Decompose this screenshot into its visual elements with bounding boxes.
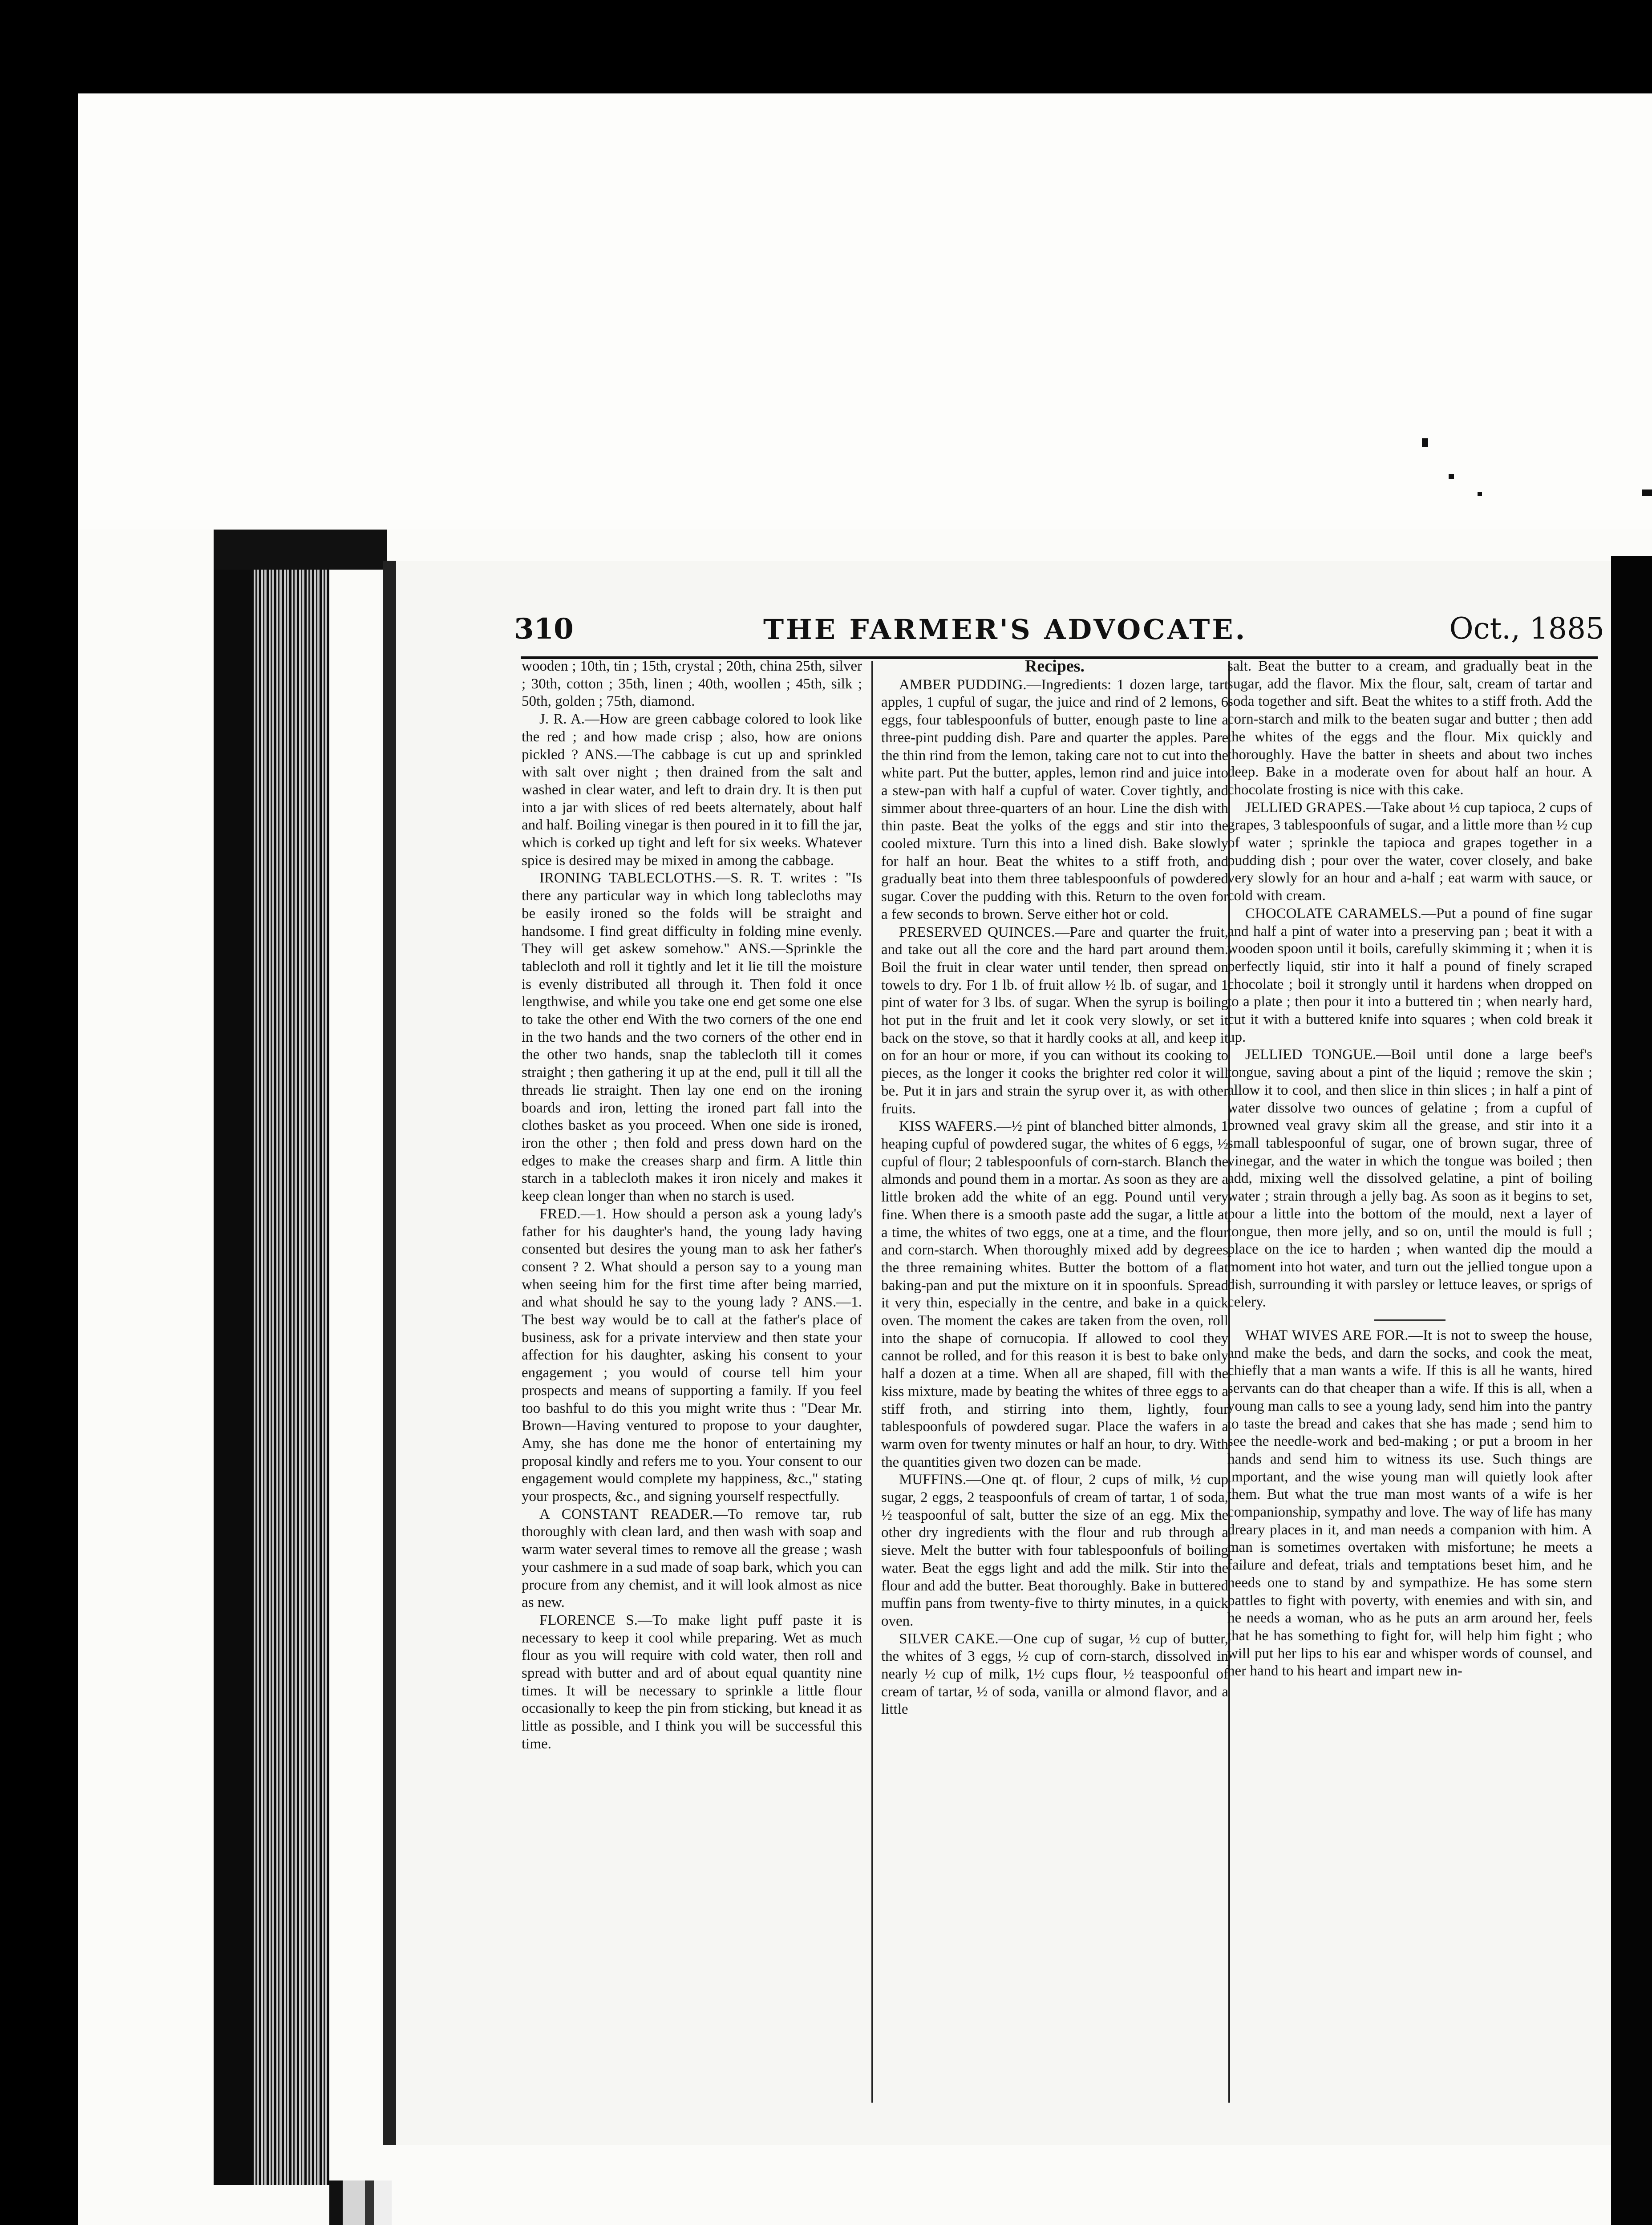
section-heading: Recipes. [1024,657,1085,676]
paragraph: WHAT WIVES ARE FOR.—It is not to sweep the house, and make the beds, and darn the socks, and cook the meat, chiefly that a man wants a wife. If this is all he wants, hired servants can do that cheaper than a wife. If this is all, when a young man calls to see a young lady, send him into the pantry to taste the bread and cakes that she has made ; send him to see the needle-work and bed-making ; or put a broom in her hands and send him to witness its use. Such things are important, and the wise young man will quietly look after them. But what the true man most wants of a wife is her companionship, sympathy and love. The way of life has many dreary places in it, and man needs a companion with him. A man is sometimes overtaken with misfortune; he meets a failure and defeat, trials and temptations beset him, and he needs one to stand by and sympathize. He has some stern battles to fight with poverty, with enemies and with sin, and he needs a woman, who as he puts an arm around her, feels that he has something to fight for, will help him fight ; who will put her lips to his ear and whisper words of counsel, and her hand to his heart and impart new in- [1227,1327,1592,1679]
film-frame-top [0,0,1652,91]
right-column [1227,658,1592,1680]
middle-column [881,658,1228,1719]
page-gutter-shadow [383,561,396,2145]
paragraph: JELLIED GRAPES.—Take about ½ cup tapioca, 2 cups of grapes, 3 tablespoonfuls of sugar, and a little more than ½ cup of water ; sprinkle the tapioca and grapes together in a pudding dish ; pour over the water, cover closely, and bake very slowly for an hour and a-half ; eat warm with sauce, or cold with cream. [1227,799,1592,904]
issue-date: Oct., 1885 [1449,611,1604,646]
paragraph: FRED.—1. How should a person ask a young lady's father for his daughter's hand, the young lady having consented but desires the young man to ask her father's consent ? 2. What should a person say to a young man when seeing him for the first time after being married, and what should he say to the young lady ? ANS.—1. The best way would be to call at the father's place of business, ask for a private interview and then state your affection for his daughter, asking his consent to your engagement ; you would of course tell him your prospects and means of supporting a family. If you feel too bashful to do this you might write thus : "Dear Mr. Brown—Having ventured to propose to your daughter, Amy, she has done me the honor of entertaining my proposal kindly and refers me to you. Your consent to our engagement would complete my happiness, &c.," stating your prospects, &c., and signing yourself respectfully. [522,1206,862,1505]
paragraph: A CONSTANT READER.—To remove tar, rub thoroughly with clean lard, and then wash with soap and warm water several times to remove all the grease ; wash your cashmere in a sud made of soap bark, which you can procure from any chemist, and it will look almost as nice as new. [522,1506,862,1611]
book-spine-bottom [329,2180,392,2225]
speck [1642,490,1652,496]
paragraph: J. R. A.—How are green cabbage colored to look like the red ; and how made crisp ; also, how are onions pickled ? ANS.—The cabbage is cut up and sprinkled with salt over night ; then drained from the salt and washed in clear water, and left to drain dry. It is then put into a jar with slices of red beets alternately, about half and half. Boiling vinegar is then poured in it to fill the jar, which is corked up tight and left for six weeks. Whatever spice is desired may be mixed in among the cabbage. [522,711,862,869]
blank-upper-area [76,93,1652,530]
left-column [522,658,862,1753]
paragraph: salt. Beat the butter to a cream, and gradually beat in the sugar, add the flavor. Mix the flour, salt, cream of tartar and soda together and sift. Beat the whites to a stiff froth. Add the corn-starch and milk to the beaten sugar and butter ; then add the whites of the eggs and the flour. Mix quickly and thoroughly. Have the batter in sheets and about two inches deep. Bake in a moderate oven for about half an hour. A chocolate frosting is nice with this cake. [1227,658,1592,798]
paragraph: JELLIED TONGUE.—Boil until done a large beef's tongue, saving about a pint of the liquid ; remove the skin ; allow it to cool, and then slice in thin slices ; in half a pint of water dissolve two ounces of gelatine ; from a cupful of browned veal gravy skim all the grease, and stir into it a small tablespoonful of sugar, one of brown sugar, three of vinegar, and the water in which the tongue was boiled ; then add, mixing well the dissolved gelatine, a pint of boiling water ; strain through a jelly bag. As soon as it begins to set, pour a little into the bottom of the mould, next a layer of tongue, then more jelly, and so on, until the mould is full ; place on the ice to harden ; when wanted dip the mould a moment into hot water, and turn out the jellied tongue upon a dish, surrounding it with parsley or lettuce leaves, or sprigs of celery. [1227,1047,1592,1311]
page-header [514,609,1604,653]
paragraph: KISS WAFERS.—½ pint of blanched bitter almonds, 1 heaping cupful of powdered sugar, the whites of 6 eggs, ½ cupful of flour; 2 tablespoonfuls of corn-starch. Blanch the almonds and pound them in a mortar. As soon as they are a little broken add the white of an egg. Pound until very fine. When there is a smooth paste add the sugar, a little at a time, the whites of two eggs, one at a time, and the flour and corn-starch. When thoroughly mixed add by degrees the three remaining whites. Butter the bottom of a flat baking-pan and put the mixture on it in spoonfuls. Spread it very thin, especially in the centre, and bake in a quick oven. The moment the cakes are taken from the oven, roll into the shape of cornucopia. If allowed to cool they cannot be rolled, and for this reason it is best to bake only half a dozen at a time. When all are shaped, fill with the kiss mixture, made by beating the whites of three eggs to a stiff froth, and stirring into them, lightly, four tablespoonfuls of powdered sugar. Place the wafers in a warm oven for twenty minutes or half an hour, to dry. With the quantities given two dozen can be made. [881,1118,1229,1470]
paragraph: CHOCOLATE CARAMELS.—Put a pound of fine sugar and half a pint of water into a preserving pan ; beat it with a wooden spoon until it boils, carefully skimming it ; when it is perfectly liquid, stir into it half a pound of finely scraped chocolate ; boil it strongly until it hardens when dropped on to a plate ; then pour it into a buttered tin ; when nearly hard, cut it with a buttered knife into squares ; when cold break it up. [1227,905,1592,1045]
paragraph: MUFFINS.—One qt. of flour, 2 cups of milk, ½ cup sugar, 2 eggs, 2 teaspoonfuls of cream of tartar, 1 of soda, ½ teaspoonful of salt, butter the size of an egg. Mix the other dry ingredients with the flour and rub through a sieve. Melt the butter with four tablespoonfuls of boiling water. Beat the eggs light and add the milk. Stir into the flour and add the butter. Beat thoroughly. Bake in buttered muffin pans from twenty-five to thirty minutes, in a quick oven. [881,1472,1228,1629]
speck [1478,492,1482,496]
masthead-title: THE FARMER'S ADVOCATE. [763,613,1247,646]
film-frame-left [0,0,78,2225]
column-rule [871,661,873,2103]
paragraph: SILVER CAKE.—One cup of sugar, ½ cup of butter, the whites of 3 eggs, ½ cup of corn-starch, dissolved in nearly ½ cup of milk, 1½ cups flour, ½ teaspoonful of cream of tartar, ½ of soda, vanilla or almond flavor, and a little [881,1630,1228,1718]
book-binding [214,530,254,2185]
page-number: 310 [514,612,574,646]
speck [1422,438,1428,447]
paragraph: PRESERVED QUINCES.—Pare and quarter the fruit, and take out all the core and the hard part around them. Boil the fruit in clear water until tender, then spread on towels to dry. For 1 lb. of fruit allow ½ lb. of sugar, and 1 pint of water for 3 lbs. of sugar. When the syrup is boiling hot put in the fruit and let it cook very slowly, or set it back on the stove, so that it hardly cooks at all, and keep it on for an hour or more, if you can without its cooking to pieces, as the longer it cooks the brighter red color it will be. Put it in jars and strain the syrup over it, as with other fruits. [881,924,1228,1117]
section-divider [1374,1319,1446,1321]
paragraph: IRONING TABLECLOTHS.—S. R. T. writes : "Is there any particular way in which long tablecloths may be easily ironed so the folds will be straight and handsome. I find great difficulty in folding mine evenly. They will get askew somehow." ANS.—Sprinkle the tablecloth and roll it tightly and let it lie till the moisture is evenly distributed all through it. Then fold it once lengthwise, and while you take one end get some one else to take the other end With the two corners of the one end in the two hands and the two corners of the other end in the other two hands, snap the tablecloth till it comes straight ; then gathering it up at the end, pull it till all the threads lie straight. Then lay one end on the ironing boards and iron, letting the ironed part fall into the clothes basket as you proceed. When one side is ironed, iron the other ; then fold and press down hard on the edges to make the creases sharp and firm. A little thin starch in a tablecloth makes it iron nicely and makes it keep clean longer than when no starch is used. [522,870,862,1205]
paragraph: AMBER PUDDING.—Ingredients: 1 dozen large, tart apples, 1 cupful of sugar, the juice and rind of 2 lemons, 6 eggs, four tablespoonfuls of butter, enough paste to line a three-pint pudding dish. Pare and quarter the apples. Pare the thin rind from the lemon, taking care not to cut into the white part. Put the butter, apples, lemon rind and juice into a stew-pan with half a cupful of water. Cover tightly, and simmer about three-quarters of an hour. Line the dish with thin paste. Beat the yolks of the eggs and stir into the cooled mixture. Turn this into a lined dish. Bake slowly for half an hour. Beat the whites to a stiff froth, and gradually beat into them three tablespoonfuls of powdered sugar. Cover the pudding with this. Return to the oven for a few seconds to brown. Serve either hot or cold. [881,676,1228,922]
speck [1449,474,1454,479]
binding-shadow [214,530,387,570]
film-right-edge [1611,556,1652,2225]
paragraph: wooden ; 10th, tin ; 15th, crystal ; 20th, china 25th, silver ; 30th, cotton ; 35th, linen ; 40th, woollen ; 45th, silk ; 50th, golden ; 75th, diamond. [522,658,862,710]
paragraph: FLORENCE S.—To make light puff paste it is necessary to keep it cool while preparing. Wet as much flour as you will require with cold water, then roll and spread with butter and ard of about equal quantity nine times. It will be necessary to sprinkle a little flour occasionally to keep the pin from sticking, but knead it as little as possible, and I think you will be successful this time. [522,1612,862,1752]
